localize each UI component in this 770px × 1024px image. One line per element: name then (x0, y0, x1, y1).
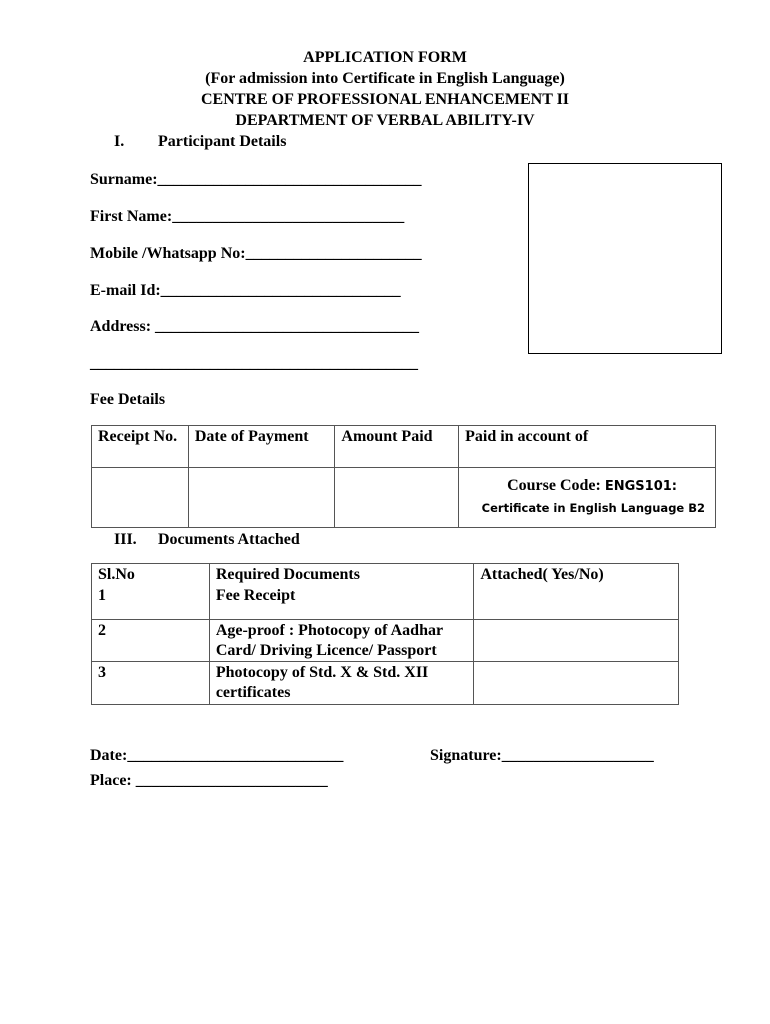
mobile-field[interactable]: Mobile /Whatsapp No:______________________ (90, 245, 422, 262)
doc-row-3-document: Photocopy of Std. X & Std. XII certificates (209, 662, 474, 705)
address-line-2-field[interactable]: _________________________________________ (90, 355, 418, 372)
doc-row-2-number: 2 (92, 620, 210, 662)
course-name: Certificate in English Language B2 (481, 501, 705, 515)
fee-date-cell[interactable] (188, 468, 335, 528)
place-field[interactable]: Place: ________________________ (90, 772, 328, 789)
fee-header-account: Paid in account of (459, 426, 716, 468)
fee-receipt-cell[interactable] (92, 468, 189, 528)
date-field[interactable]: Date:___________________________ (90, 747, 344, 764)
photo-box (528, 163, 722, 354)
fee-header-amount: Amount Paid (335, 426, 459, 468)
section-3-title: Documents Attached (158, 531, 300, 548)
fee-header-date: Date of Payment (188, 426, 335, 468)
section-3-numeral: III. (114, 531, 137, 548)
first-name-field[interactable]: First Name:_____________________________ (90, 208, 405, 225)
fee-account-cell (459, 468, 716, 528)
department-name: DEPARTMENT OF VERBAL ABILITY-IV (235, 112, 535, 129)
form-title: APPLICATION FORM (303, 49, 467, 66)
centre-name: CENTRE OF PROFESSIONAL ENHANCEMENT II (200, 91, 570, 108)
doc-row-1-number: Sl.No 1 (92, 564, 210, 620)
doc-row-3-number: 3 (92, 662, 210, 705)
course-code-value: ENGS101: (604, 479, 677, 494)
fee-details-title: Fee Details (90, 391, 166, 408)
email-field[interactable]: E-mail Id:______________________________ (90, 282, 401, 299)
doc-row-1-attached[interactable]: Attached( Yes/No) (474, 564, 679, 620)
address-field[interactable]: Address: _________________________________ (90, 318, 420, 335)
doc-row-2-document: Age-proof : Photocopy of Aadhar Card/ Driving Licence/ Passport (209, 620, 474, 662)
surname-field[interactable]: Surname:_________________________________ (90, 171, 422, 188)
documents-table (91, 563, 679, 705)
doc-row-2-attached[interactable] (474, 620, 679, 662)
doc-row-1-document: Required Documents Fee Receipt (209, 564, 474, 620)
section-1-numeral: I. (114, 133, 125, 150)
section-1-title: Participant Details (158, 133, 287, 150)
fee-amount-cell[interactable] (335, 468, 459, 528)
fee-table (91, 425, 716, 528)
doc-row-3-attached[interactable] (474, 662, 679, 705)
signature-field[interactable]: Signature:___________________ (430, 747, 654, 764)
fee-header-receipt: Receipt No. (92, 426, 189, 468)
course-code-label: Course Code: (507, 477, 601, 494)
form-subtitle: (For admission into Certificate in English Language) (205, 70, 565, 87)
